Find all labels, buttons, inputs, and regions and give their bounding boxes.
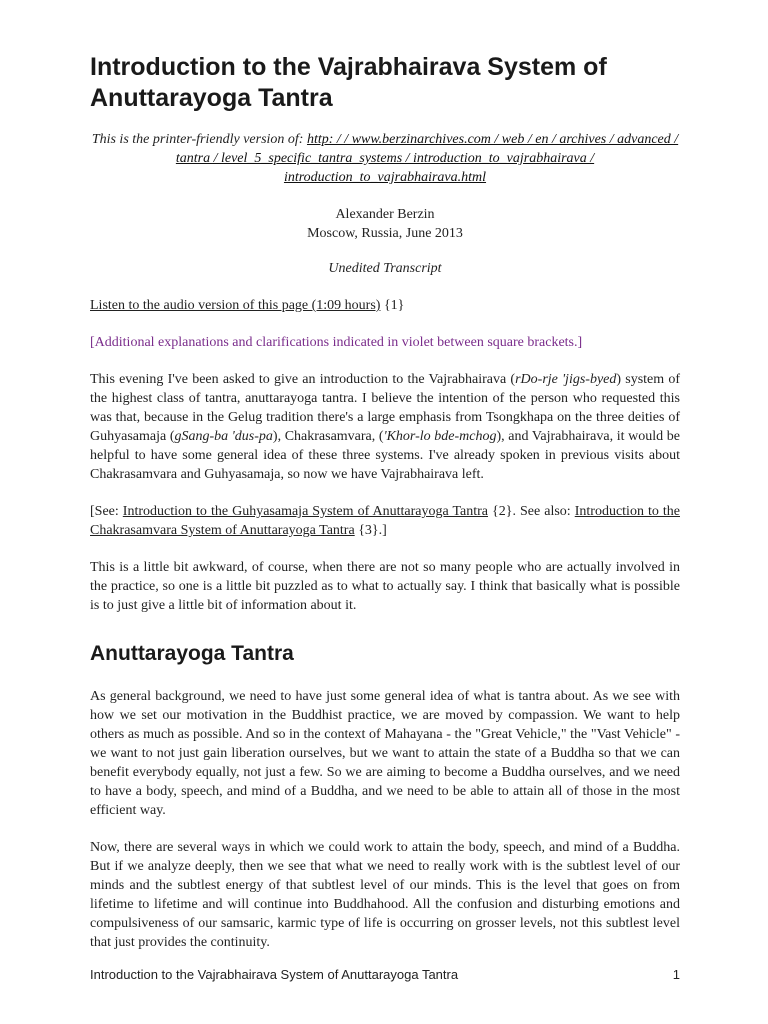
guhyasamaja-link[interactable]: Introduction to the Guhyasamaja System of Anuttarayoga Tantra (122, 504, 489, 519)
intro-paragraph (90, 370, 680, 484)
author-name: Alexander Berzin (335, 207, 435, 222)
intro-text-3: ), Chakrasamvara, ( (272, 429, 384, 444)
audio-ref: {1} (380, 298, 405, 313)
unedited-label: Unedited Transcript (328, 261, 442, 276)
intro-text-1: This evening I've been asked to give an introduction to the Vajrabhairava ( (90, 372, 516, 387)
subtlest-level-paragraph: Now, there are several ways in which we could work to attain the body, speech, and mind of a Buddha. But if we analyze deeply, then we see that what we need to really work with is the subtlest level of our minds and the subtlest energy of that subtlest level of our minds. This is the level that goes on from lifetime to lifetime and will continue into Buddhahood. All the confusion and disturbing emotions and compulsiveness of our samsaric, karmic type of life is occurring on grosser levels, not this subtlest level that just provides the continuity. (90, 840, 680, 950)
section-heading: Anuttarayoga Tantra (90, 642, 294, 665)
audio-line (90, 296, 680, 315)
author-block (90, 205, 680, 243)
chakrasamvara-link[interactable]: Introduction to the Chakrasamvara System of Anuttarayoga Tantra (90, 504, 680, 538)
awkward-paragraph: This is a little bit awkward, of course, when there are not so many people who are actually involved in the practice, so one is a little bit puzzled as to what to actually say. I think that basically what is possible is to just give a little bit of information about it. (90, 560, 680, 613)
intro-term-1: rDo-rje 'jigs-byed (515, 372, 617, 387)
intro-term-2: gSang-ba 'dus-pa (174, 429, 273, 444)
see-mid: {2}. See also: (488, 504, 575, 519)
printer-friendly-prefix: This is the printer-friendly version of: (91, 132, 307, 147)
see-suffix: {3}.] (354, 523, 387, 538)
intro-text-4: ), and Vajrabhairava, it would be helpful to have some general idea of these three systems. I've already spoken in previous visits about Chakrasamvara and Guhyasamaja, so now we have Vajrabhairava left. (90, 429, 680, 482)
see-prefix: [See: (90, 504, 123, 519)
printer-friendly-note (90, 130, 680, 187)
intro-text-2: ) system of the highest class of tantra, anuttarayoga tantra. I believe the intention of the person who requested this was that, because in the Gelug tradition there's a large emphasis from Tsongkhapa on the three deities of Guhyasamaja ( (90, 372, 681, 444)
location-date: Moscow, Russia, June 2013 (307, 226, 463, 241)
background-paragraph: As general background, we need to have just some general idea of what is tantra about. As we see with how we set our motivation in the Buddhist practice, we are moved by compassion. We want to help others as much as possible. And so in the context of Mahayana - the "Great Vehicle," the "Vast Vehicle" - we want to not just gain liberation ourselves, but we want to attain the state of a Buddha so that we can benefit everybody equally, not just a few. So we are aiming to become a Buddha ourselves, and we need to have a body, speech, and mind of a Buddha, and we need to be able to attain all of those in the most efficient way. (90, 689, 680, 818)
footer-title: Introduction to the Vajrabhairava System of Anuttarayoga Tantra (90, 967, 459, 982)
page-content (90, 52, 680, 952)
audio-link[interactable]: Listen to the audio version of this page (1:09 hours) (90, 298, 381, 313)
intro-term-3: 'Khor-lo bde-mchog (383, 429, 497, 444)
document-title: Introduction to the Vajrabhairava System of Anuttarayoga Tantra (90, 53, 607, 112)
source-url-link[interactable]: http: / / www.berzinarchives.com / web / en / archives / advanced / tantra / level_5_specific_tantra_systems / introduction_to_vajrabhairava / introduction_to_vajrabhairava.html (175, 132, 679, 185)
see-also-paragraph (90, 502, 680, 540)
violet-note: [Additional explanations and clarifications indicated in violet between square brackets.] (90, 335, 583, 350)
page-footer (90, 967, 680, 982)
page-number: 1 (672, 967, 680, 982)
